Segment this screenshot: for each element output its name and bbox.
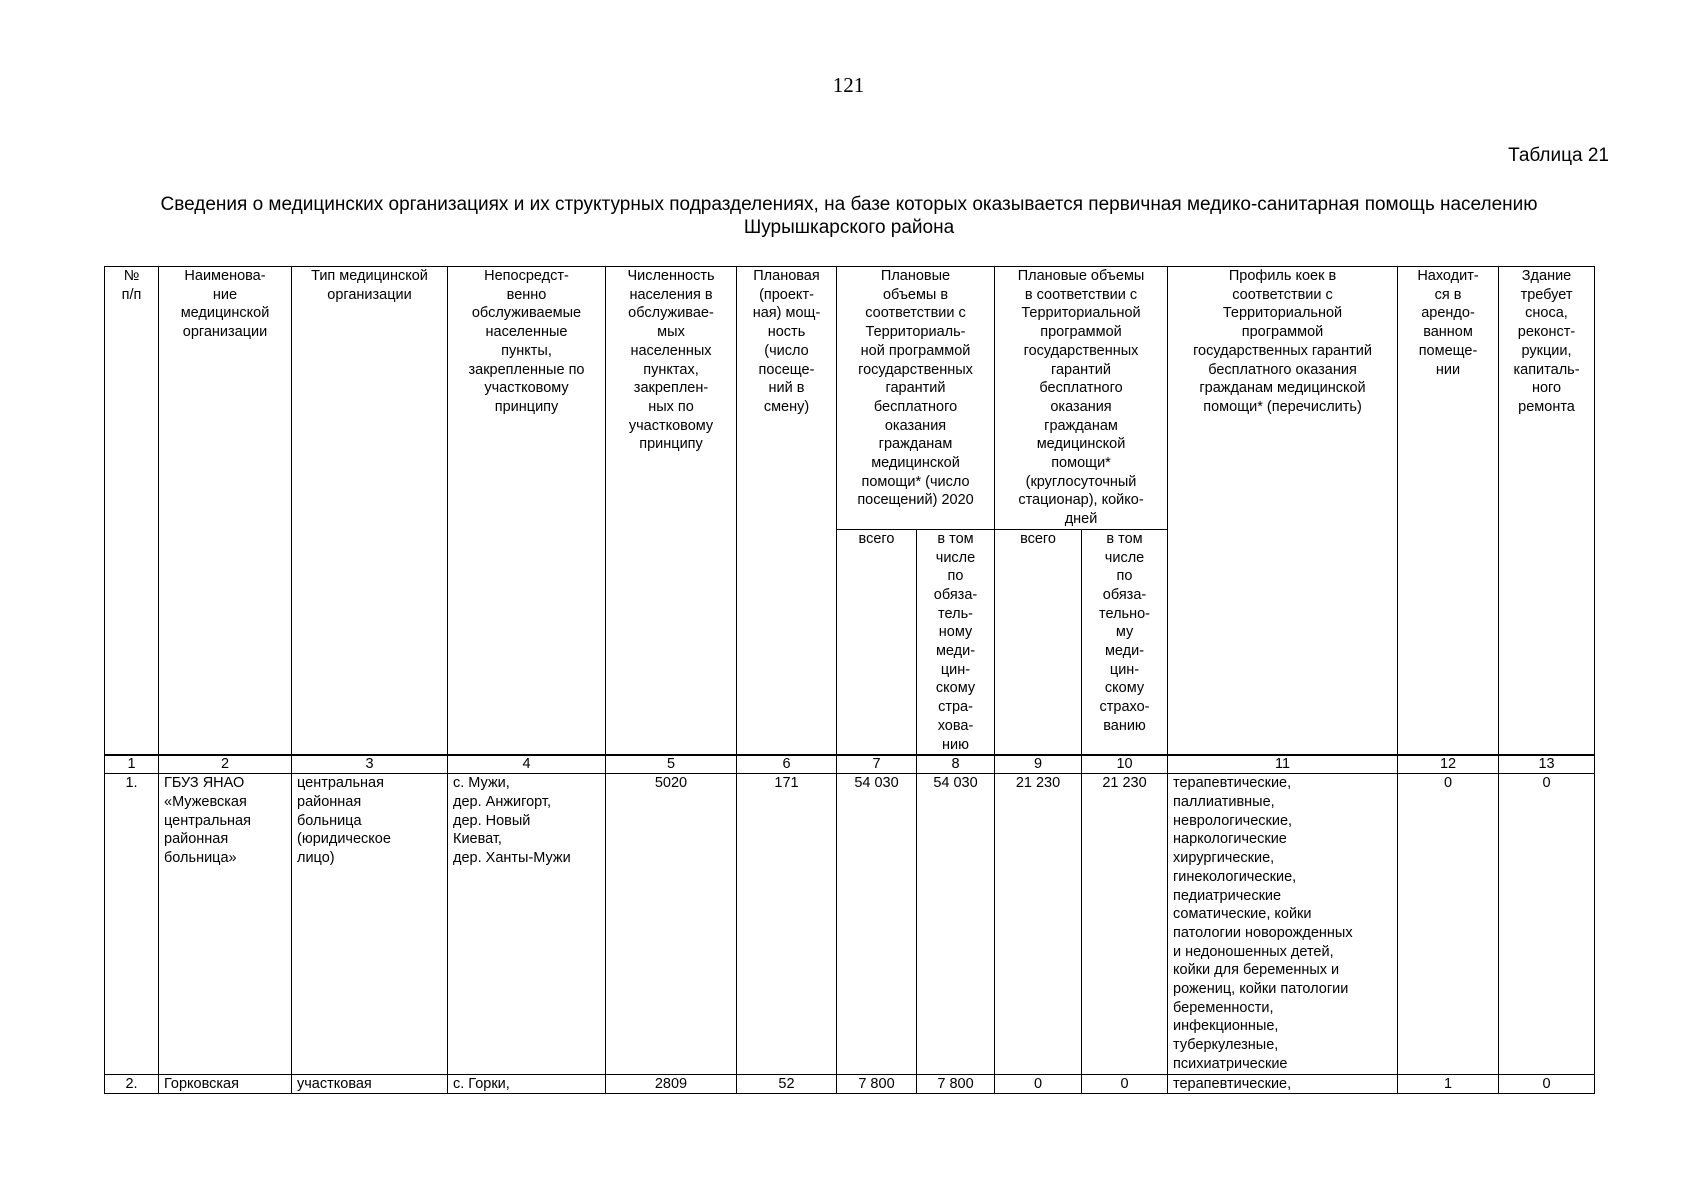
- rented: 1: [1398, 1074, 1499, 1094]
- page-number: 121: [832, 73, 865, 97]
- column-number: 1: [105, 755, 159, 774]
- rented: 0: [1398, 774, 1499, 1074]
- demolition: 0: [1499, 774, 1595, 1074]
- column-number: 5: [606, 755, 737, 774]
- beddays-oms: 21 230: [1082, 774, 1168, 1074]
- header-organization-name: Наименова- ние медицинской организации: [159, 267, 292, 756]
- capacity: 171: [737, 774, 837, 1074]
- header-settlements: Непосредст- венно обслуживаемые населенные пункты, закрепленные по участковому принципу: [448, 267, 606, 756]
- header-visits-oms: в том числе по обяза- тель- ному меди- цин- скому стра- хова- нию: [917, 529, 995, 755]
- visits-total: 54 030: [837, 774, 917, 1074]
- column-number: 6: [737, 755, 837, 774]
- header-row-main: [105, 267, 1595, 530]
- organization-type: участковая: [292, 1074, 448, 1094]
- column-number: 3: [292, 755, 448, 774]
- population: 5020: [606, 774, 737, 1074]
- row-num: 2.: [105, 1074, 159, 1094]
- column-number: 12: [1398, 755, 1499, 774]
- header-rented: Находит- ся в арендо- ванном помеще- нии: [1398, 267, 1499, 756]
- column-number: 4: [448, 755, 606, 774]
- beddays-total: 21 230: [995, 774, 1082, 1074]
- header-bed-profile: Профиль коек в соответствии с Территориальной программой государственных гарантий бесплатного оказания гражданам медицинской помощи* (перечислить): [1168, 267, 1398, 756]
- document-title-line-2: Шурышкарского района: [743, 217, 955, 238]
- medical-organizations-table: [104, 266, 1595, 1094]
- column-number: 11: [1168, 755, 1398, 774]
- document-title: [104, 193, 1594, 239]
- document-title-line-1: Сведения о медицинских организациях и их структурных подразделениях, на базе которых оказывается первичная медико-санитарная помощь населению: [160, 194, 1538, 215]
- settlements: с. Мужи, дер. Анжигорт, дер. Новый Киеват, дер. Ханты-Мужи: [448, 774, 606, 1074]
- column-numbers-row: [105, 755, 1595, 774]
- visits-oms: 54 030: [917, 774, 995, 1074]
- row-num: 1.: [105, 774, 159, 1074]
- column-number: 9: [995, 755, 1082, 774]
- header-population: Численность населения в обслуживае- мых населенных пунктах, закреплен- ных по участковому принципу: [606, 267, 737, 756]
- header-beddays-group: Плановые объемы в соответствии с Территориальной программой государственных гарантий бесплатного оказания гражданам медицинской помощи* (круглосуточный стационар), койко- дней: [995, 267, 1168, 530]
- header-demolition: Здание требует сноса, реконст- рукции, капиталь- ного ремонта: [1499, 267, 1595, 756]
- column-number: 2: [159, 755, 292, 774]
- column-number: 13: [1499, 755, 1595, 774]
- header-beddays-oms: в том числе по обяза- тельно- му меди- цин- скому страхо- ванию: [1082, 529, 1168, 755]
- table-label: Таблица 21: [1508, 145, 1609, 166]
- column-number: 10: [1082, 755, 1168, 774]
- beddays-total: 0: [995, 1074, 1082, 1094]
- header-visits-total: всего: [837, 529, 917, 755]
- header-beddays-total: всего: [995, 529, 1082, 755]
- visits-oms: 7 800: [917, 1074, 995, 1094]
- capacity: 52: [737, 1074, 837, 1094]
- bed-profile: терапевтические,: [1168, 1074, 1398, 1094]
- column-number: 7: [837, 755, 917, 774]
- organization-name: ГБУЗ ЯНАО «Мужевская центральная районная больница»: [159, 774, 292, 1074]
- header-num: № п/п: [105, 267, 159, 756]
- table-row: [105, 774, 1595, 1074]
- organization-type: центральная районная больница (юридическое лицо): [292, 774, 448, 1074]
- bed-profile: терапевтические, паллиативные, неврологические, наркологические хирургические, гинекологические, педиатрические соматические, койки патологии новорожденных и недоношенных детей, койки для беременных и рожениц, койки патологии беременности, инфекционные, туберкулезные, психиатрические: [1168, 774, 1398, 1074]
- table-row: [105, 1074, 1595, 1094]
- header-visits-group: Плановые объемы в соответствии с Территориаль- ной программой государственных гарантий бесплатного оказания гражданам медицинской помощи* (число посещений) 2020: [837, 267, 995, 530]
- header-capacity: Плановая (проект- ная) мощ- ность (число посеще- ний в смену): [737, 267, 837, 756]
- visits-total: 7 800: [837, 1074, 917, 1094]
- population: 2809: [606, 1074, 737, 1094]
- beddays-oms: 0: [1082, 1074, 1168, 1094]
- demolition: 0: [1499, 1074, 1595, 1094]
- column-number: 8: [917, 755, 995, 774]
- organization-name: Горковская: [159, 1074, 292, 1094]
- settlements: с. Горки,: [448, 1074, 606, 1094]
- header-organization-type: Тип медицинской организации: [292, 267, 448, 756]
